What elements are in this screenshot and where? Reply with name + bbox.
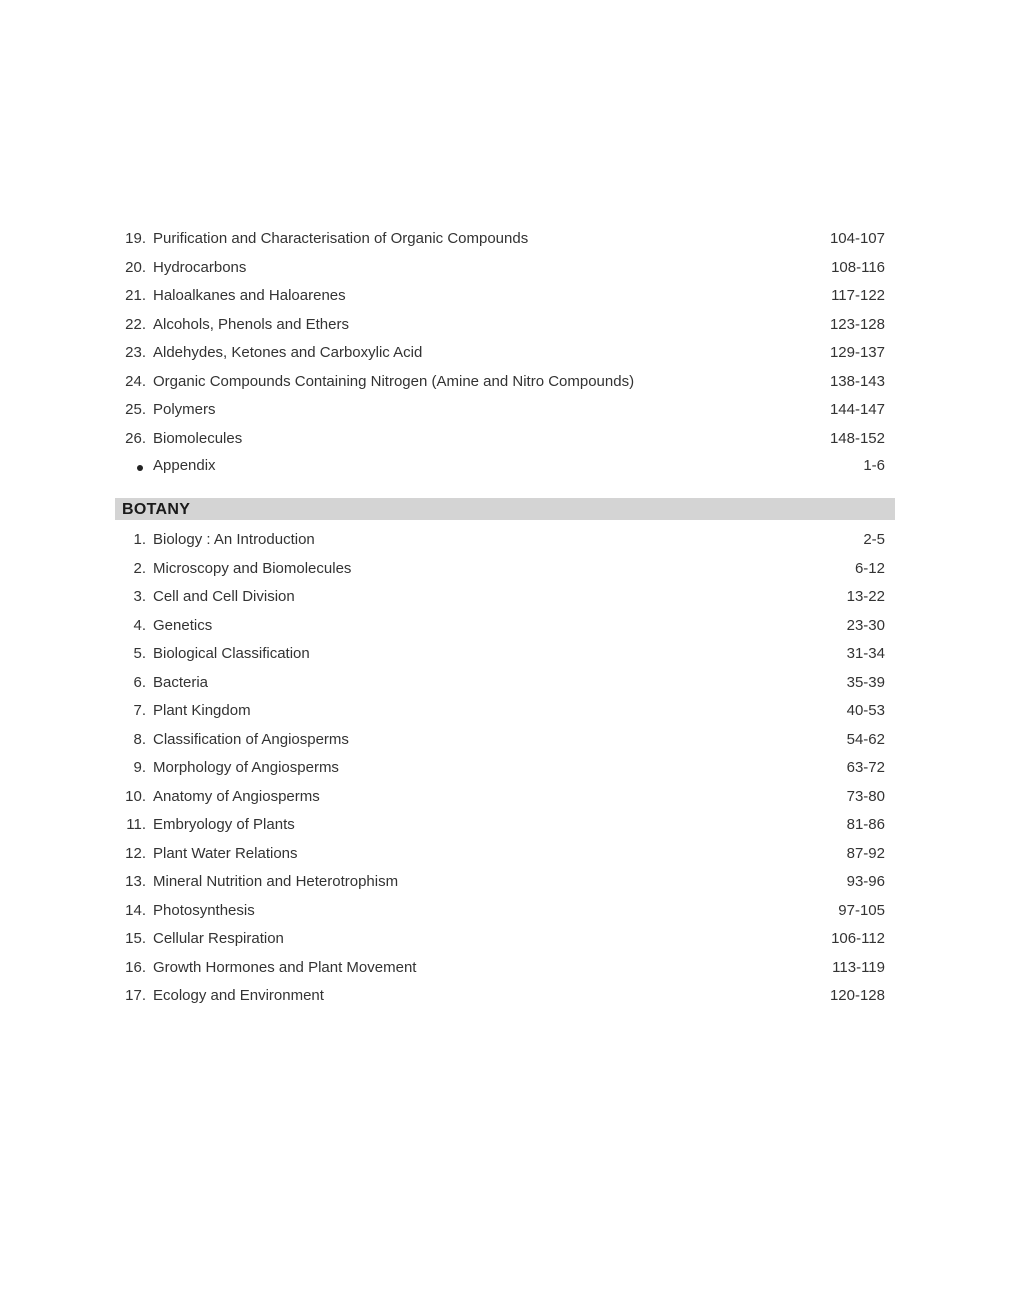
toc-entry-number: 7.: [133, 702, 146, 719]
toc-entry-pages: 6-12: [854, 559, 885, 577]
toc-entry-pages: 93-96: [846, 873, 885, 890]
toc-row: [115, 282, 895, 311]
toc-entry-title: Embryology of Plants: [153, 816, 295, 833]
toc-entry-number: 16.: [125, 958, 146, 976]
toc-entry-title: Bacteria: [153, 673, 209, 691]
section-header-botany: [115, 498, 895, 520]
toc-entry-title: Appendix: [153, 457, 216, 474]
toc-entry-pages: 73-80: [846, 787, 885, 805]
toc-entry-number: 11.: [126, 816, 146, 833]
toc-entry-title: Plant Kingdom: [153, 702, 251, 719]
toc-row: [115, 254, 895, 283]
toc-row: [115, 669, 895, 698]
toc-entry-pages: 40-53: [846, 702, 885, 719]
toc-entry-number: 24.: [125, 372, 146, 390]
toc-entry-pages: 87-92: [846, 844, 885, 862]
toc-entry-number: 13.: [125, 873, 146, 890]
toc-entry-number: 26.: [125, 429, 146, 447]
toc-entry-pages: 106-112: [831, 930, 885, 947]
toc-entry-number: 17.: [125, 987, 146, 1004]
toc-entry-pages: 13-22: [846, 588, 885, 605]
toc-entry-title: Ecology and Environment: [153, 987, 324, 1004]
toc-entry-number: 6.: [133, 673, 146, 691]
toc-entry-title: Mineral Nutrition and Heterotrophism: [153, 873, 399, 890]
toc-row: [115, 526, 895, 555]
toc-entry-number: 19.: [125, 230, 146, 247]
toc-row: [115, 339, 895, 368]
toc-entry-number: 1.: [133, 531, 146, 548]
toc-entry-title: Biology : An Introduction: [153, 531, 315, 548]
toc-entry-title: Aldehydes, Ketones and Carboxylic Acid: [153, 344, 423, 361]
toc-entry-number: 4.: [133, 616, 146, 634]
toc-entry-title: Alcohols, Phenols and Ethers: [153, 315, 349, 333]
toc-entry-title: Morphology of Angiosperms: [153, 759, 339, 776]
chemistry-toc-list: [115, 225, 895, 479]
toc-entry-pages: 35-39: [846, 673, 885, 691]
toc-entry-pages: 138-143: [829, 372, 885, 390]
toc-entry-number: 15.: [125, 930, 146, 947]
toc-entry-pages: 63-72: [846, 759, 885, 776]
toc-entry-title: Genetics: [153, 616, 213, 634]
toc-row: [115, 783, 895, 812]
toc-row: [115, 811, 895, 840]
section-title: BOTANY: [122, 501, 191, 518]
toc-row: [115, 612, 895, 641]
bullet-icon: [137, 465, 143, 471]
toc-entry-number: 9.: [133, 759, 146, 776]
toc-entry-number: 22.: [125, 315, 146, 333]
toc-row: [115, 982, 895, 1011]
toc-entry-title: Cell and Cell Division: [153, 588, 295, 605]
toc-row: [115, 754, 895, 783]
toc-row-appendix: [115, 453, 895, 479]
toc-entry-title: Microscopy and Biomolecules: [153, 559, 352, 577]
toc-entry-pages: 97-105: [838, 901, 885, 919]
toc-row: [115, 555, 895, 584]
toc-entry-title: Growth Hormones and Plant Movement: [153, 958, 417, 976]
toc-entry-title: Purification and Characterisation of Organic Compounds: [153, 230, 529, 247]
toc-row: [115, 368, 895, 397]
toc-row: [115, 726, 895, 755]
toc-entry-pages: 148-152: [829, 429, 885, 447]
toc-entry-pages: 120-128: [829, 987, 885, 1004]
toc-entry-title: Biological Classification: [153, 645, 310, 662]
toc-entry-number: 3.: [133, 588, 146, 605]
toc-entry-number: 25.: [125, 401, 146, 418]
toc-entry-number: 8.: [133, 730, 146, 748]
toc-entry-pages: 123-128: [829, 315, 885, 333]
toc-entry-pages: 113-119: [832, 958, 885, 976]
toc-entry-title: Photosynthesis: [153, 901, 255, 919]
toc-entry-title: Hydrocarbons: [153, 258, 247, 276]
toc-row: [115, 954, 895, 983]
toc-row: [115, 697, 895, 726]
toc-entry-pages: 1-6: [863, 457, 885, 474]
toc-row: [115, 225, 895, 254]
toc-row: [115, 396, 895, 425]
toc-entry-pages: 117-122: [831, 287, 885, 304]
toc-entry-pages: 129-137: [829, 344, 885, 361]
toc-entry-number: 21.: [125, 287, 146, 304]
toc-row: [115, 925, 895, 954]
toc-entry-title: Classification of Angiosperms: [153, 730, 349, 748]
toc-entry-number: 14.: [125, 901, 146, 919]
toc-row: [115, 897, 895, 926]
toc-entry-number: 20.: [125, 258, 146, 276]
toc-entry-title: Polymers: [153, 401, 216, 418]
toc-entry-title: Biomolecules: [153, 429, 243, 447]
toc-entry-title: Haloalkanes and Haloarenes: [153, 287, 346, 304]
toc-entry-pages: 31-34: [846, 645, 885, 662]
toc-entry-number: 5.: [133, 645, 146, 662]
toc-entry-pages: 2-5: [863, 531, 885, 548]
toc-entry-number: 2.: [133, 559, 146, 577]
toc-entry-number: 10.: [125, 787, 146, 805]
toc-entry-pages: 54-62: [846, 730, 885, 748]
toc-entry-number: 23.: [125, 344, 146, 361]
toc-entry-title: Organic Compounds Containing Nitrogen (Amine and Nitro Compounds): [153, 372, 635, 390]
toc-row: [115, 868, 895, 897]
toc-entry-number: 12.: [125, 844, 146, 862]
toc-row: [115, 840, 895, 869]
toc-row: [115, 583, 895, 612]
toc-entry-pages: 23-30: [846, 616, 885, 634]
toc-entry-pages: 108-116: [831, 258, 885, 276]
toc-row: [115, 640, 895, 669]
toc-entry-pages: 144-147: [829, 401, 885, 418]
toc-entry-title: Plant Water Relations: [153, 844, 298, 862]
toc-row: [115, 311, 895, 340]
toc-entry-title: Anatomy of Angiosperms: [153, 787, 320, 805]
toc-row: [115, 425, 895, 454]
toc-entry-pages: 81-86: [846, 816, 885, 833]
toc-entry-title: Cellular Respiration: [153, 930, 284, 947]
toc-entry-pages: 104-107: [829, 230, 885, 247]
botany-toc-list: [115, 526, 895, 1011]
